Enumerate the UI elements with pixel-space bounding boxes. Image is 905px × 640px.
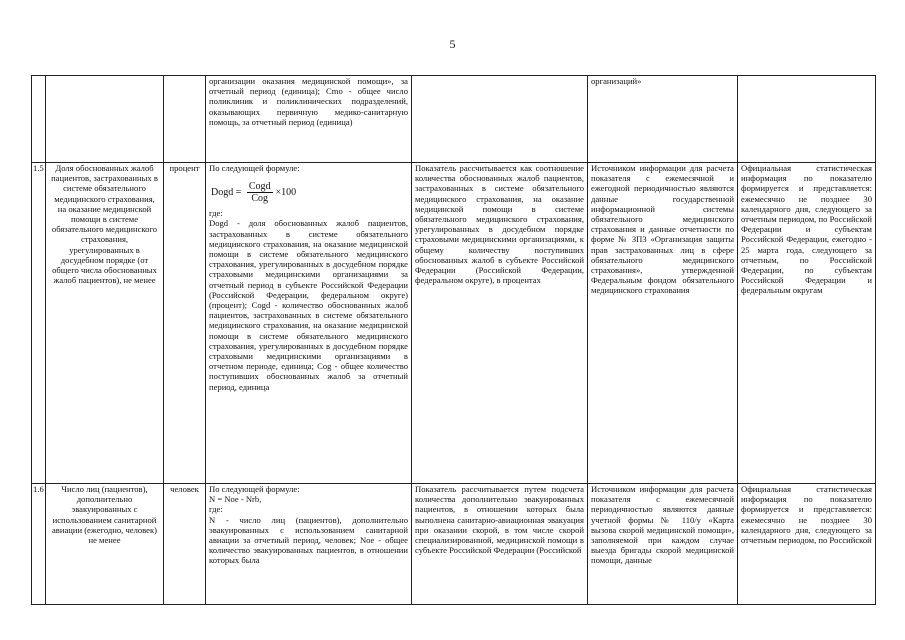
official-cell: [738, 484, 876, 605]
formula: N = Noe - Nrb,: [209, 494, 262, 505]
table-row: [32, 484, 876, 605]
where-label: где:: [209, 208, 223, 219]
indicator-name: Число лиц (пациентов), дополнительно эвакуированных с использованием санитарной авиации (ежегодно, человек) не менее: [51, 484, 158, 546]
formula-equals: =: [233, 186, 244, 198]
calc-cell: [412, 76, 588, 163]
name-cell: [46, 76, 164, 163]
indicators-table: [31, 75, 876, 605]
source-text: Источником информации для расчета показателя с ежемесячной периодичностью являются данные учетной формы № 110/у «Карта вызова скорой медицинской помощи», заполняемой при каждом случае выезда бригады скорой медицинской помощи, данные: [591, 484, 734, 566]
method-text: N - число лиц (пациентов), дополнительно эвакуированных с использованием санитарной авиации за отчетный период, человек; Noe - общее количество эвакуированных пациентов, в отношении которых была: [209, 514, 408, 566]
indicator-name: Доля обоснованных жалоб пациентов, застрахованных в системе обязательного медицинского страхования, на оказание медицинской помощи в системе обязательного медицинского страхования, урегулированных в досудебном порядке (от общего числа обоснованных жалоб пациентов), не менее: [51, 163, 158, 286]
formula-numerator: Cogd: [248, 181, 271, 193]
formula-lhs: Dogd: [211, 186, 234, 198]
official-cell: [738, 76, 876, 163]
method-text: организации оказания медицинской помощи», за отчетный период (единица); Cmo - общее число поликлиник и поликлинических подразделений, оказывающих первичную медико-санитарную помощь, за отчетный период (единица): [209, 76, 408, 127]
num-cell: 1.5: [32, 163, 46, 484]
name-cell: [46, 163, 164, 484]
source-text: Источником информации для расчета показателя с ежемесячной и ежегодной периодичностью являются данные государственной информационной системы обязательного медицинского страхования и данные отчетности по форме № ЗПЗ «Организация защиты прав застрахованных лиц в сфере обязательного медицинского страхования», утвержденной Федеральным фондом обязательного медицинского страхования: [591, 163, 734, 296]
method-cell: [206, 163, 412, 484]
formula-fraction: [247, 181, 273, 204]
calc-text: Показатель рассчитывается путем подсчета количества дополнительно эвакуированных пациентов, в отношении которых была выполнена санитарно-авиационная эвакуация при оказании скорой, в том числе скорой специализированной, медицинской помощи в субъекте Российской Федерации (Российской: [415, 484, 584, 556]
table-row: [32, 163, 876, 484]
table-row: [32, 76, 876, 163]
source-cell: [588, 484, 738, 605]
unit-cell: [164, 76, 206, 163]
unit-cell: процент: [164, 163, 206, 484]
formula-multiplier: ×100: [275, 186, 297, 198]
num-cell: [32, 76, 46, 163]
method-cell: [206, 76, 412, 163]
official-cell: [738, 163, 876, 484]
official-text: Официальная статистическая информация по показателю формируется и представляется: ежемесячно не позднее 30 календарного дня, следующего за отчетным периодом, по Российской: [741, 484, 872, 546]
formula: [211, 181, 408, 204]
method-cell: [206, 484, 412, 605]
method-text: Dogd - доля обоснованных жалоб пациентов, застрахованных в системе обязательного медицинского страхования, на оказание медицинской помощи в системе обязательного медицинского страхования, урегулированных в досудебном порядке страховыми медицинскими организациями за отчетный период в субъекте Российской Федерации (Российской Федерации, федеральном округе) (процент); Cogd - количество обоснованных жалоб пациентов, застрахованных в системе обязательного медицинского страхования, на оказание медицинской помощи в системе обязательного медицинского страхования, урегулированных в досудебном порядке страховыми медицинскими организациями в отчетном периоде, единица; Cog - общее количество поступивших обоснованных жалоб за отчетный период, единица: [209, 218, 408, 392]
formula-denominator: Cog: [251, 193, 269, 205]
where-label: где:: [209, 504, 223, 515]
official-text: Официальная статистическая информация по показателю формируется и представляется: ежемесячно не позднее 30 календарного дня, следующего за отчетным периодом, по Российской Федерации и субъектам Российской Федерации, ежегодно - 25 марта года, следующего за отчетным, по Российской Федерации, по субъектам Российской Федерации и федеральным округам: [741, 163, 872, 296]
source-cell: [588, 163, 738, 484]
name-cell: [46, 484, 164, 605]
num-cell: 1.6: [32, 484, 46, 605]
calc-cell: [412, 163, 588, 484]
method-intro: По следующей формуле:: [209, 163, 300, 173]
method-intro: По следующей формуле:: [209, 484, 300, 494]
calc-cell: [412, 484, 588, 605]
unit-cell: человек: [164, 484, 206, 605]
source-text: организаций»: [591, 76, 642, 86]
calc-text: Показатель рассчитывается как соотношение количества обоснованных жалоб пациентов, застрахованных в системе обязательного медицинского страхования, на оказание медицинской помощи в системе обязательного медицинского страхования, урегулированных в досудебном порядке страховыми медицинскими организациями, к общему количеству поступивших обоснованных жалоб в субъекте Российской Федерации (Российской Федерации, федеральном округе), в процентах: [415, 163, 584, 286]
source-cell: [588, 76, 738, 163]
page-number: 5: [449, 37, 456, 51]
